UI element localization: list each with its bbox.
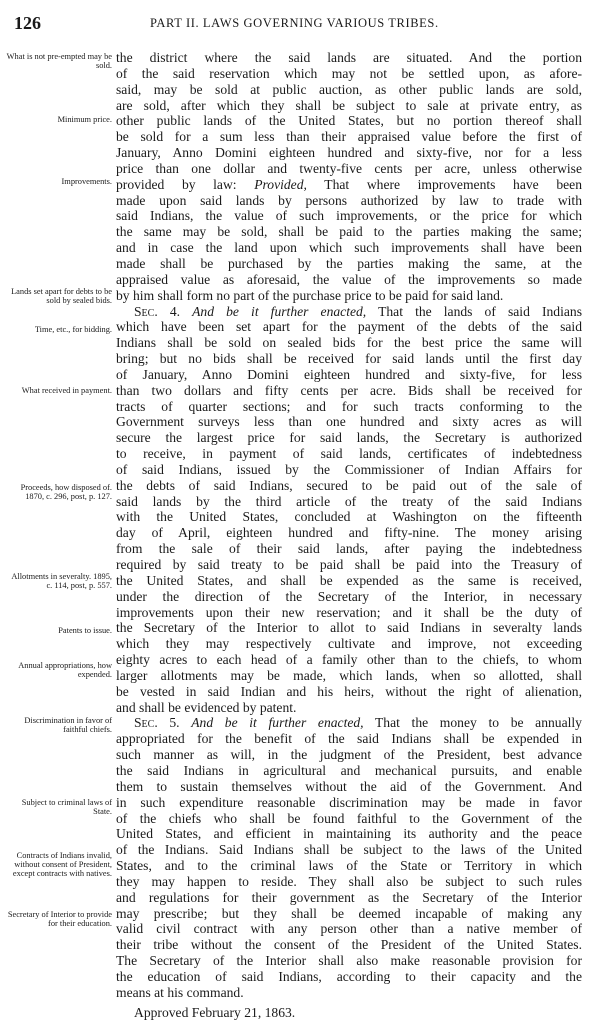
text-line: be sold for a sum less than their appraised value before the first of bbox=[116, 129, 582, 145]
text-line: said, may be sold at public auction, as other public lands are sold, bbox=[116, 81, 582, 97]
text-line: the Secretary of the Interior to allot to said Indians in severalty lands bbox=[116, 620, 582, 636]
text-line: secure the largest price for said lands, the Secretary is authorized bbox=[116, 430, 582, 446]
side-note: Subject to criminal laws of State. bbox=[21, 798, 112, 817]
text-line: and in case the land upon which such improvements shall have been bbox=[116, 240, 582, 256]
side-note: Discrimination in favor of faithful chiefs. bbox=[24, 716, 112, 735]
text-line: the same may be sold, shall be paid to the parties making the same; bbox=[116, 224, 582, 240]
text-line: the said Indians in agricultural and mechanical pursuits, and enable bbox=[116, 762, 582, 778]
text-line: Government surveys less than one hundred and sixty acres as will bbox=[116, 414, 582, 430]
text-line: other public lands of the United States, but no portion thereof shall bbox=[116, 113, 582, 129]
side-note: Patents to issue. bbox=[58, 626, 112, 635]
side-note: Time, etc., for bidding. bbox=[34, 325, 112, 334]
text-line: larger allotments may be made, which lands, when so allotted, shall bbox=[116, 667, 582, 683]
side-note: Annual appropriations, how expended. bbox=[18, 661, 112, 680]
text-line: price than one dollar and twenty-five cents per acre, unless otherwise bbox=[116, 160, 582, 176]
text-line: appropriated for the benefit of the said Indians shall be expended in bbox=[116, 731, 582, 747]
text-line: and shall be evidenced by patent. bbox=[116, 699, 297, 715]
text-line: which they may respectively cultivate and improve, not exceeding bbox=[116, 636, 582, 652]
text-line: with the United States, concluded at Washington on the fifteenth bbox=[116, 509, 582, 525]
page-header bbox=[14, 13, 586, 39]
text-line: said Indians, the value of such improvements, or the price for which bbox=[116, 208, 582, 224]
text-line: by him shall form no part of the purchase price to be paid for said land. bbox=[116, 287, 504, 303]
text-fragment: provided by law: bbox=[116, 176, 255, 192]
text-line bbox=[116, 304, 582, 320]
text-line: means at his command. bbox=[116, 984, 244, 1000]
text-line: such manner as will, in the judgment of the President, best advance bbox=[116, 747, 582, 763]
section-label: Sec. 4. bbox=[134, 303, 181, 319]
side-note: What is not pre-empted may be sold. bbox=[6, 52, 112, 71]
text-line: be vested in said Indian and his heirs, without the right of alienation, bbox=[116, 683, 582, 699]
text-line: of the said reservation which may not be settled upon, as afore- bbox=[116, 65, 582, 81]
side-note: Contracts of Indians invalid, without consent of President, except contracts with natives. bbox=[12, 851, 112, 879]
side-note: Allotments in severalty. 1895, c. 114, post, p. 557. bbox=[11, 572, 112, 591]
text-fragment: That where improvements have been bbox=[306, 176, 582, 192]
enactment-clause: And be it further enacted, bbox=[192, 303, 367, 319]
text-line: the education of said Indians, according to their capacity and the bbox=[116, 968, 582, 984]
side-note: Minimum price. bbox=[57, 115, 112, 124]
text-line: which have been set apart for the payment of the debts of the said bbox=[116, 319, 582, 335]
side-note: What received in payment. bbox=[21, 386, 112, 395]
paragraph bbox=[116, 715, 582, 1000]
text-line: to receive, in payment of said lands, certificates of indebtedness bbox=[116, 446, 582, 462]
text-line: the debts of said Indians, secured to be paid out of the sale of bbox=[116, 477, 582, 493]
text-line: them to sustain themselves without the aid of the Government. And bbox=[116, 778, 582, 794]
page-number: 126 bbox=[14, 13, 41, 33]
text-line: valid civil contract with any person other than a native member of bbox=[116, 921, 582, 937]
text-line: The Secretary of the Interior shall also make reasonable provision for bbox=[116, 953, 582, 969]
text-line: the United States, and shall be expended as the same is received, bbox=[116, 572, 582, 588]
text-line: and regulations for their government as the Secretary of the Interior bbox=[116, 889, 582, 905]
text-fragment: That the lands of said Indians bbox=[366, 303, 582, 319]
text-line: their tribe without the consent of the President of the United States. bbox=[116, 937, 582, 953]
text-line: of the chiefs who shall be found faithful to the Government of the bbox=[116, 810, 582, 826]
text-line: appraised value as aforesaid, the value of the improvements so made bbox=[116, 271, 582, 287]
text-line: improvements upon their new reservation; and it shall be the duty of bbox=[116, 604, 582, 620]
text-line: required by said treaty to be paid shall be paid into the Treasury of bbox=[116, 557, 582, 572]
text-line: United States, and efficient in maintaining its authority and the peace bbox=[116, 826, 582, 842]
body-text bbox=[116, 50, 582, 1020]
side-note: Proceeds, how disposed of. 1870, c. 296, post, p. 127. bbox=[20, 483, 112, 502]
section-label: Sec. 5. bbox=[134, 715, 180, 731]
text-line: the district where the said lands are situated. And the portion bbox=[116, 50, 582, 65]
text-line: in such expenditure reasonable discrimination may be made in favor bbox=[116, 794, 582, 810]
text-line: bring; but no bids shall be received for said lands until the first day bbox=[116, 351, 582, 367]
approval-line: Approved February 21, 1863. bbox=[134, 1004, 296, 1020]
running-head: PART II. LAWS GOVERNING VARIOUS TRIBES. bbox=[150, 16, 439, 30]
enactment-clause: And be it further enacted, bbox=[191, 715, 364, 731]
text-line: of the Indians. Said Indians shall be subject to the laws of the United bbox=[116, 842, 582, 858]
text-line bbox=[116, 715, 582, 731]
text-line: day of April, eighteen hundred and fifty-nine. The money arising bbox=[116, 525, 582, 541]
text-line bbox=[116, 177, 582, 193]
text-line: said lands by the third article of the treaty of the said Indians bbox=[116, 493, 582, 509]
text-line: made upon said lands by persons authorized by law to trade with bbox=[116, 192, 582, 208]
text-line: than two dollars and fifty cents per acre. Bids shall be received for bbox=[116, 382, 582, 398]
paragraph bbox=[116, 50, 582, 304]
text-line: are sold, after which they shall be subject to sale at private entry, as bbox=[116, 97, 582, 113]
text-line: may prescribe; but they shall be deemed incapable of making any bbox=[116, 905, 582, 921]
text-line: from the sale of their said lands, after paying the indebtedness bbox=[116, 541, 582, 557]
text-line: eighty acres to each head of a family other than to the chiefs, to whom bbox=[116, 652, 582, 668]
side-note: Secretary of Interior to provide for their education. bbox=[7, 910, 112, 929]
text-fragment: That the money to be annually bbox=[363, 715, 582, 731]
text-line: made shall be purchased by the parties making the same, at the bbox=[116, 255, 582, 271]
text-line: of January, Anno Domini eighteen hundred and sixty-five, for less bbox=[116, 366, 582, 382]
provided-italic: Provided, bbox=[254, 176, 307, 192]
text-line: tracts of quarter sections; and for such tracts conforming to the bbox=[116, 398, 582, 414]
text-line: January, Anno Domini eighteen hundred and sixty-five, nor for a less bbox=[116, 145, 582, 161]
paragraph bbox=[116, 304, 582, 716]
text-line: States, and to the criminal laws of the State or Territory in which bbox=[116, 858, 582, 874]
text-line: they may happen to reside. They shall also be subject to such rules bbox=[116, 873, 582, 889]
text-line: under the direction of the Secretary of the Interior, in necessary bbox=[116, 588, 582, 604]
text-line: Indians shall be sold on sealed bids for the best price the same will bbox=[116, 335, 582, 351]
side-note: Lands set apart for debts to be sold by sealed bids. bbox=[11, 287, 112, 306]
side-note: Improvements. bbox=[61, 177, 112, 186]
text-line: of said Indians, issued by the Commissioner of Indian Affairs for bbox=[116, 461, 582, 477]
